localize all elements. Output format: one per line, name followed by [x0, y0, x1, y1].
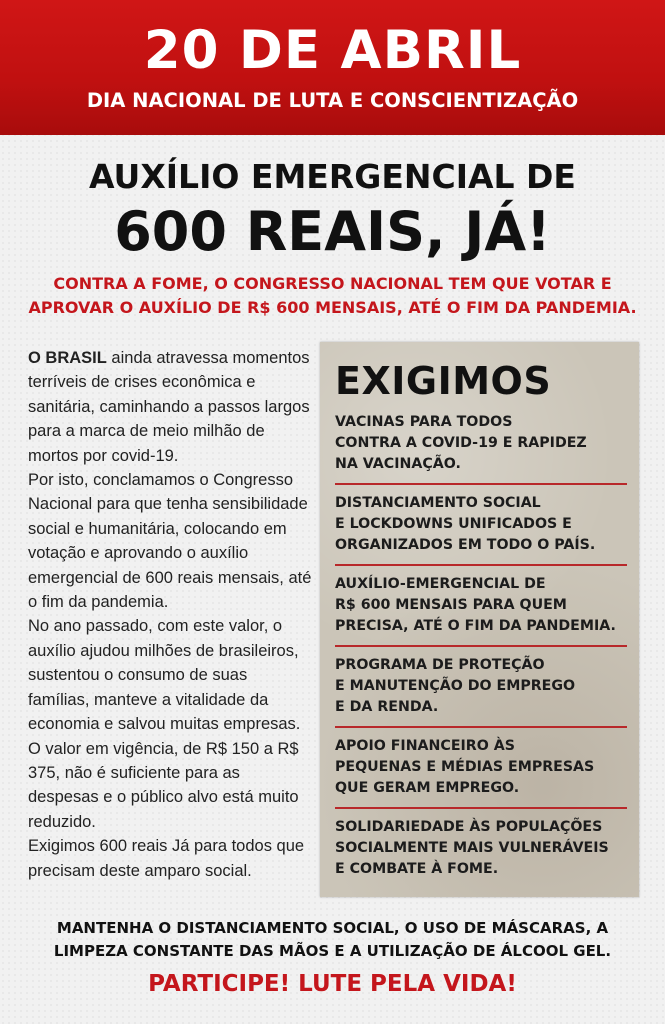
red-subtitle-line: APROVAR O AUXÍLIO DE R$ 600 MENSAIS, ATÉ O FIM DA PANDEMIA. — [28, 298, 637, 317]
body-lead: O BRASIL — [28, 349, 107, 367]
demand-item-vaccines — [335, 412, 627, 475]
body-text — [28, 346, 313, 883]
demand-item-business-support — [335, 736, 627, 799]
divider — [335, 807, 627, 809]
demand-line: APOIO FINANCEIRO ÀS — [335, 738, 515, 754]
call-to-action: PARTICIPE! LUTE PELA VIDA! — [148, 971, 517, 997]
body-paragraph-text: ainda atravessa momentos terríveis de crises econômica e sanitária, caminhando a passos largos para a marca de meio milhão de mortos por covid-19. — [28, 349, 310, 465]
demand-item-distancing — [335, 493, 627, 556]
footer-notice — [0, 917, 665, 963]
demand-item-emergency-aid — [335, 574, 627, 637]
headline-line-1: AUXÍLIO EMERGENCIAL DE — [89, 157, 576, 196]
body-paragraph: No ano passado, com este valor, o auxílio ajudou milhões de brasileiros, sustentou o consumo de suas famílias, manteve a vitalidade da economia e salvou muitas empresas. — [28, 617, 301, 734]
footer-notice-line: LIMPEZA CONSTANTE DAS MÃOS E A UTILIZAÇÃO DE ÁLCOOL GEL. — [53, 942, 612, 960]
demand-item-solidarity — [335, 817, 627, 880]
red-subtitle — [10, 272, 655, 320]
footer-notice-line: MANTENHA O DISTANCIAMENTO SOCIAL, O USO DE MÁSCARAS, A — [56, 919, 609, 937]
demand-line: DISTANCIAMENTO SOCIAL — [335, 495, 541, 511]
demand-line: E MANUTENÇÃO DO EMPREGO — [335, 678, 576, 694]
demand-line: NA VACINAÇÃO. — [335, 456, 461, 472]
demand-item-employment — [335, 655, 627, 718]
body-paragraph — [28, 346, 313, 468]
headline-line-2: 600 REAIS, JÁ! — [114, 200, 551, 263]
demand-line: E LOCKDOWNS UNIFICADOS E — [335, 516, 572, 532]
event-subtitle: DIA NACIONAL DE LUTA E CONSCIENTIZAÇÃO — [86, 89, 579, 112]
body-paragraph: Por isto, conclamamos o Congresso Nacional para que tenha sensibilidade social e humanitária, colocando em votação e aprovando o auxílio emergencial de 600 reais mensais, até o fim da pandemia. — [28, 471, 312, 612]
demand-line: SOCIALMENTE MAIS VULNERÁVEIS — [335, 840, 609, 856]
demand-line: E DA RENDA. — [335, 699, 439, 715]
demand-line: PROGRAMA DE PROTEÇÃO — [335, 657, 545, 673]
body-paragraph: O valor em vigência, de R$ 150 a R$ 375, não é suficiente para as despesas e o público alvo está muito reduzido. — [28, 739, 299, 831]
divider — [335, 645, 627, 647]
red-subtitle-line: CONTRA A FOME, O CONGRESSO NACIONAL TEM QUE VOTAR E — [53, 274, 612, 293]
demands-title: EXIGIMOS — [335, 359, 552, 403]
demand-line: R$ 600 MENSAIS PARA QUEM — [335, 597, 567, 613]
demand-line: CONTRA A COVID-19 E RAPIDEZ — [335, 435, 587, 451]
body-paragraph: Exigimos 600 reais Já para todos que precisam deste amparo social. — [28, 837, 305, 880]
demand-line: ORGANIZADOS EM TODO O PAÍS. — [335, 537, 596, 553]
demand-line: PRECISA, ATÉ O FIM DA PANDEMIA. — [335, 618, 616, 634]
divider — [335, 483, 627, 485]
event-date: 20 DE ABRIL — [143, 20, 522, 81]
demand-line: AUXÍLIO-EMERGENCIAL DE — [335, 576, 546, 592]
divider — [335, 726, 627, 728]
demand-line: SOLIDARIEDADE ÀS POPULAÇÕES — [335, 819, 603, 835]
demand-line: VACINAS PARA TODOS — [335, 414, 513, 430]
demand-line: QUE GERAM EMPREGO. — [335, 780, 520, 796]
divider — [335, 564, 627, 566]
top-banner — [0, 0, 665, 135]
demands-panel — [320, 342, 639, 897]
demand-line: E COMBATE À FOME. — [335, 861, 499, 877]
demand-line: PEQUENAS E MÉDIAS EMPRESAS — [335, 759, 595, 775]
